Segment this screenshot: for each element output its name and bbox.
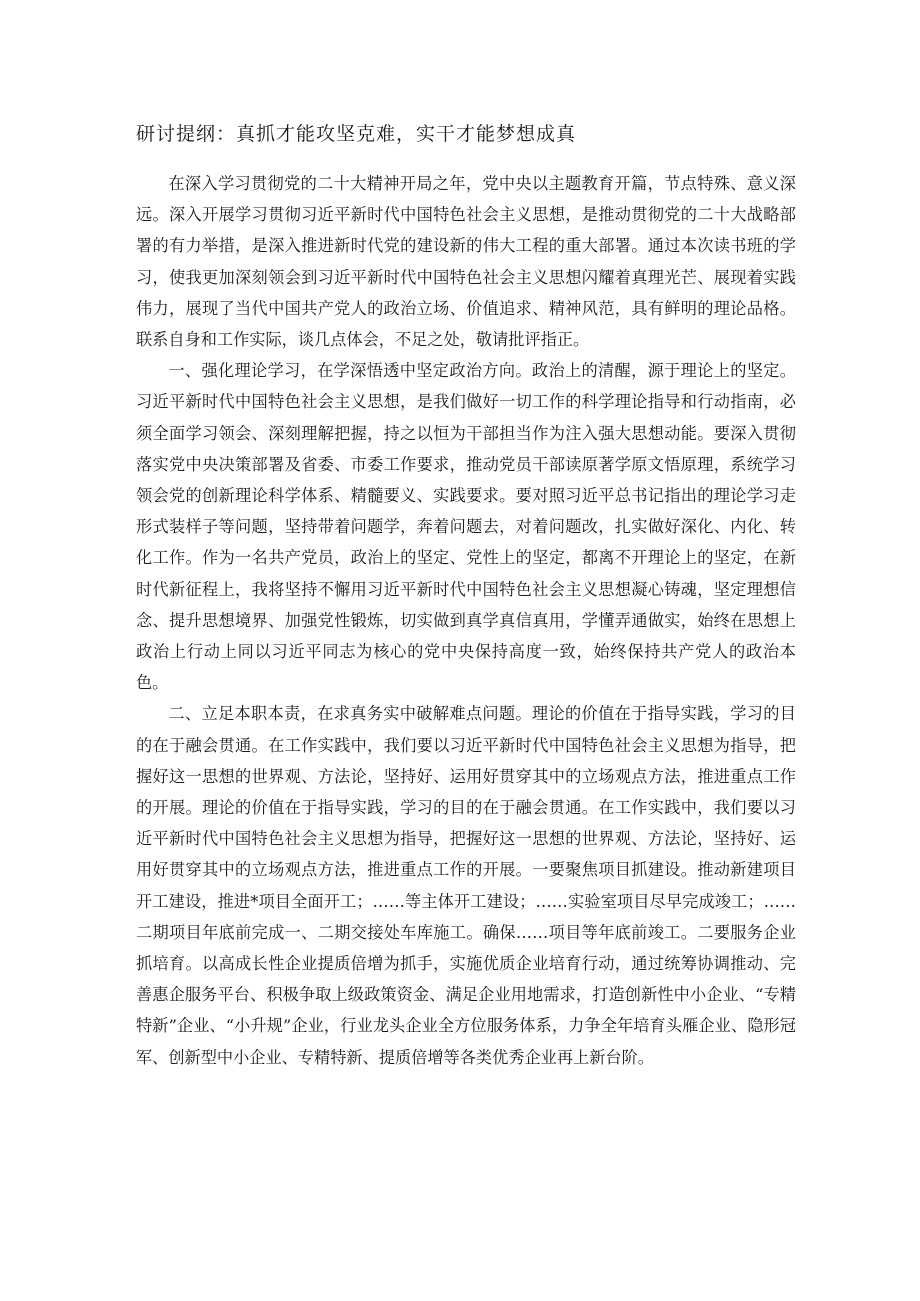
paragraph-intro: 在深入学习贯彻党的二十大精神开局之年，党中央以主题教育开篇，节点特殊、意义深远。深入开展学习贯彻习近平新时代中国特色社会主义思想，是推动贯彻党的二十大战略部署的有力举措，是深入推进新时代党的建设新的伟大工程的重大部署。通过本次读书班的学习，使我更加深刻领会到习近平新时代中国特色社会主义思想闪耀着真理光芒、展现着实践伟力，展现了当代中国共产党人的政治立场、价值追求、精神风范，具有鲜明的理论品格。联系自身和工作实际，谈几点体会，不足之处，敬请批评指正。 xyxy=(136,174,796,350)
document-page xyxy=(136,118,796,1073)
paragraph-section-two: 二、立足本职本责，在求真务实中破解难点问题。理论的价值在于指导实践，学习的目的在于融会贯通。在工作实践中，我们要以习近平新时代中国特色社会主义思想为指导，把握好这一思想的世界观、方法论，坚持好、运用好贯穿其中的立场观点方法，推进重点工作的开展。理论的价值在于指导实践，学习的目的在于融会贯通。在工作实践中，我们要以习近平新时代中国特色社会主义思想为指导，把握好这一思想的世界观、方法论，坚持好、运用好贯穿其中的立场观点方法，推进重点工作的开展。一要聚焦项目抓建设。推动新建项目开工建设，推进*项目全面开工；……等主体开工建设；……实验室项目尽早完成竣工；……二期项目年底前完成一、二期交接处车库施工。确保……项目等年底前竣工。二要服务企业抓培育。以高成长性企业提质倍增为抓手，实施优质企业培育行动，通过统筹协调推动、完善惠企服务平台、积极争取上级政策资金、满足企业用地需求，打造创新性中小企业、“专精特新”企业、“小升规”企业，行业龙头企业全方位服务体系，力争全年培育头雁企业、隐形冠军、创新型中小企业、专精特新、提质倍增等各类优秀企业再上新台阶。 xyxy=(136,704,796,1067)
document-title: 研讨提纲：真抓才能攻坚克难，实干才能梦想成真 xyxy=(136,123,577,145)
paragraph-section-one: 一、强化理论学习，在学深悟透中坚定政治方向。政治上的清醒，源于理论上的坚定。习近平新时代中国特色社会主义思想，是我们做好一切工作的科学理论指导和行动指南，必须全面学习领会、深刻理解把握，持之以恒为干部担当作为注入强大思想动能。要深入贯彻落实党中央决策部署及省委、市委工作要求，推动党员干部读原著学原文悟原理，系统学习领会党的创新理论科学体系、精髓要义、实践要求。要对照习近平总书记指出的理论学习走形式装样子等问题，坚持带着问题学，奔着问题去，对着问题改，扎实做好深化、内化、转化工作。作为一名共产党员，政治上的坚定、党性上的坚定，都离不开理论上的坚定，在新时代新征程上，我将坚持不懈用习近平新时代中国特色社会主义思想凝心铸魂，坚定理想信念、提升思想境界、加强党性锻炼，切实做到真学真信真用，学懂弄通做实，始终在思想上政治上行动上同以习近平同志为核心的党中央保持高度一致，始终保持共产党人的政治本色。 xyxy=(136,361,796,693)
